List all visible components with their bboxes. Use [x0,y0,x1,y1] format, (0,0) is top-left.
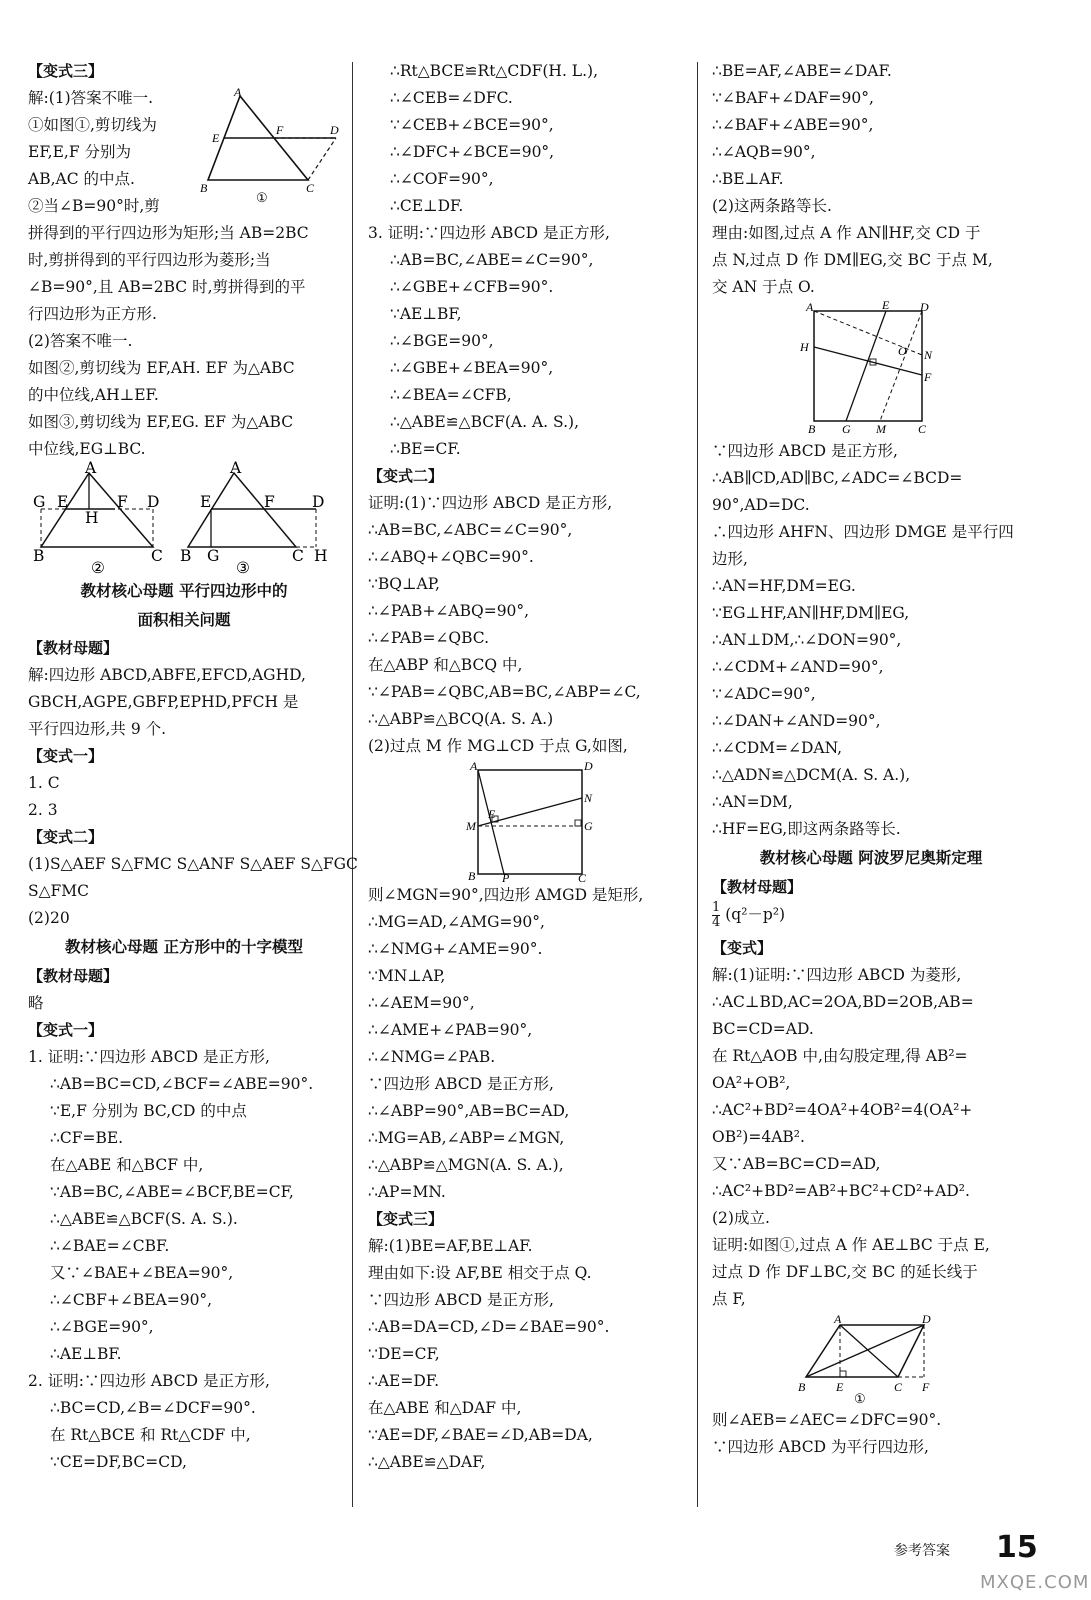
text-line: ∴△ABP≌△BCQ(A. S. A.) [368,710,554,728]
fig1-label: F [276,123,284,137]
text-line: ∵四边形 ABCD 是正方形, [368,1291,554,1309]
proof-3 [368,247,686,463]
text-line: ∴∠BGE=90°, [50,1318,154,1336]
text-line: 过点 D 作 DF⊥BC,交 BC 的延长线于 [712,1263,978,1281]
text-line: ∴∠NMG=∠PAB. [368,1048,496,1066]
figure-parallelogram [794,1312,944,1407]
fraction-tail: (q²－p²) [725,905,786,924]
text-line: ∴△ADN≌△DCM(A. S. A.), [712,766,911,784]
text-line: 2. 证明:∵四边形 ABCD 是正方形, [28,1372,270,1390]
area-problems [28,635,358,932]
text-line: ∴MG=AB,∠ABP=∠MGN, [368,1129,565,1147]
roads-proof [712,438,1030,843]
text-line: ∵∠PAB=∠QBC,AB=BC,∠ABP=∠C, [368,683,641,701]
text-line: 证明:(1)∵四边形 ABCD 是正方形, [368,494,613,512]
fig2-label: F [922,1380,930,1394]
fig-label: E [488,807,496,821]
text-line: 【变式二】 [368,467,444,485]
section-title-area: 教材核心母题 平行四边形中的 [80,582,288,600]
text-line: ①如图①,剪切线为 [28,116,157,134]
text-line: ∵∠BAF+∠DAF=90°, [712,89,874,107]
text-line: S△FMC [28,882,90,900]
fig-label: G [584,819,593,833]
text-line: ∴AB=DA=CD,∠D=∠BAE=90°. [368,1318,610,1336]
fig2-label: C [151,547,163,565]
fig1-label: H [800,340,809,354]
text-line: ∴AC²+BD²=4OA²+4OB²=4(OA²+ [712,1101,973,1119]
text-line: 如图②,剪切线为 EF,AH. EF 为△ABC [28,359,295,377]
fig1-label: E [882,298,890,312]
text-line: ∴∠CEB=∠DFC. [390,89,513,107]
fig2-label: A [834,1312,842,1326]
text-line: ∵E,F 分别为 BC,CD 的中点 [50,1102,247,1120]
fig-label: A [470,759,478,773]
fig3-label: H [314,547,328,565]
apollonius-proof [712,935,1030,1313]
text-line: ∴AB=BC,∠ABE=∠C=90°, [390,251,594,269]
text-line: 中位线,EG⊥BC. [28,440,146,458]
text-line: (2)答案不唯一. [28,332,133,350]
fig1-label: D [330,123,339,137]
text-line: ∴△ABP≌△MGN(A. S. A.), [368,1156,564,1174]
text-line: 平行四边形,共 9 个. [28,720,167,738]
text-line: 90°,AD=DC. [712,496,810,514]
fig2-label: F [117,493,128,511]
section-title-cross-model: 教材核心母题 正方形中的十字模型 [65,938,303,956]
fig2-label: D [147,493,160,511]
column-divider-2 [697,62,698,1507]
text-line: ∵∠CEB+∠BCE=90°, [390,116,554,134]
text-line: ∴AN=HF,DM=EG. [712,577,856,595]
fig2-caption: ① [854,1391,866,1406]
text-line: (2)20 [28,909,70,927]
text-line: 则∠MGN=90°,四边形 AMGD 是矩形, [368,886,644,904]
text-line: ∵四边形 ABCD 是正方形, [368,1075,554,1093]
text-line: ∴CE⊥DF. [390,197,464,215]
text-line: ∵AB=BC,∠ABE=∠BCF,BE=CF, [50,1183,294,1201]
text-line: ∴BE=CF. [390,440,461,458]
fig3-label: B [180,547,192,565]
text-line: ∵四边形 ABCD 为平行四边形, [712,1438,929,1456]
text-line: 则∠AEB=∠AEC=∠DFC=90°. [712,1411,942,1429]
text-line: 在△ABE 和△DAF 中, [368,1399,522,1417]
column-divider-1 [352,62,353,1507]
fig2-caption: ② [91,559,105,577]
text-line: 2. 3 [28,801,58,819]
column-2 [368,58,686,1476]
column-1 [28,58,358,1476]
text-line: 拼得到的平行四边形为矩形;当 AB=2BC [28,224,309,242]
text-line: ∴∠DAN+∠AND=90°, [712,712,881,730]
text-line: 证明:如图①,过点 A 作 AE⊥BC 于点 E, [712,1236,990,1254]
text-line: ∴∠COF=90°, [390,170,494,188]
fig1-label: C [918,422,927,436]
cross-model-proof-2-head [28,1368,340,1395]
variant3-cont [712,58,1030,301]
text-line: 点 F, [712,1290,746,1308]
text-line: ∴AN=DM, [712,793,793,811]
fig-label: M [466,819,476,833]
text-line: ∴AN⊥DM,∴∠DON=90°, [712,631,902,649]
text-line: ②当∠B=90°时,剪 [28,197,160,215]
text-line: ∴∠GBE+∠BEA=90°, [390,359,554,377]
fig3-caption: ③ [236,559,250,577]
fig2-label: E [836,1380,844,1394]
text-line: 点 N,过点 D 作 DM∥EG,交 BC 于点 M, [712,251,993,269]
text-line: 边形, [712,550,748,568]
text-line: 【变式一】 [28,747,104,765]
text-line: 理由:如图,过点 A 作 AN∥HF,交 CD 于 [712,224,981,242]
text-line: ∴BE=AF,∠ABE=∠DAF. [712,62,892,80]
variant2-proof-2 [368,882,686,1476]
fig2-label: D [922,1312,931,1326]
text-line: 行四边形为正方形. [28,305,157,323]
text-line: (2)这两条路等长. [712,197,832,215]
text-line: ∴BC=CD,∠B=∠DCF=90°. [50,1399,256,1417]
fig3-label: E [200,493,212,511]
fig-label: D [584,759,593,773]
figure-triangle-3 [178,459,328,577]
text-line: 如图③,剪切线为 EF,EG. EF 为△ABC [28,413,294,431]
fig2-label: E [57,493,69,511]
text-line: ∴∠BAE=∠CBF. [50,1237,170,1255]
text-line: AB,AC 的中点. [28,170,135,188]
text-line: ∴∠ABP=90°,AB=BC=AD, [368,1102,570,1120]
text-line: ∴AC²+BD²=AB²+BC²+CD²+AD². [712,1182,970,1200]
section-title-area-2: 面积相关问题 [137,611,231,629]
text-line: ∵四边形 ABCD 是正方形, [712,442,898,460]
figure-square-mn [456,759,606,885]
text-line: ∴∠BGE=90°, [390,332,494,350]
proof-3-head [368,220,686,247]
text-line: ∴∠CDM+∠AND=90°, [712,658,884,676]
text-line: 在△ABP 和△BCQ 中, [368,656,523,674]
fig1-label: B [808,422,816,436]
text-line: 【教材母题】 [28,967,119,985]
text-line: 1. C [28,774,60,792]
text-line: ∵BQ⊥AP, [368,575,440,593]
text-line: ∴∠DFC+∠BCE=90°, [390,143,555,161]
watermark: MXQE.COM [980,1572,1090,1593]
fig-label: P [502,871,510,885]
text-line: ∴∠CBF+∠BEA=90°, [50,1291,213,1309]
mother-answer [712,901,1030,935]
fig2-label: C [894,1380,903,1394]
fig1-label: F [924,370,932,384]
text-line: 【教材母题】 [28,639,119,657]
text-line: 1. 证明:∵四边形 ABCD 是正方形, [28,1048,270,1066]
text-line: ∴∠AME+∠PAB=90°, [368,1021,533,1039]
text-line: ∴AE=DF. [368,1372,440,1390]
text-line: ∵AE⊥BF, [390,305,462,323]
fig1-label: D [920,300,929,314]
fig1-label: N [924,348,933,362]
text-line: 在 Rt△BCE 和 Rt△CDF 中, [50,1426,251,1444]
text-line: ∵CE=DF,BC=CD, [50,1453,187,1471]
text-line: ∴Rt△BCE≌Rt△CDF(H. L.), [390,62,598,80]
text-line: EF,E,F 分别为 [28,143,132,161]
fraction: $\frac{1}{4}$ [712,900,721,930]
text-line: (2)过点 M 作 MG⊥CD 于点 G,如图, [368,737,628,755]
text-line: ∴△ABE≌△BCF(A. A. S.), [390,413,579,431]
section-title-apollonius: 教材核心母题 阿波罗尼奥斯定理 [759,849,983,867]
text-line: ∵MN⊥AP, [368,967,446,985]
text-line: 略 [28,994,44,1012]
text-line: 解:(1)证明:∵四边形 ABCD 为菱形, [712,966,962,984]
fig1-label: A [234,85,242,99]
text-line: 理由如下:设 AF,BE 相交于点 Q. [368,1264,592,1282]
text-line: ∴AB=BC,∠ABC=∠C=90°, [368,521,573,539]
text-line: ∴∠PAB=∠QBC. [368,629,490,647]
variant3-body [28,220,340,463]
text-line: ∵EG⊥HF,AN∥HF,DM∥EG, [712,604,910,622]
mother-problem-head: 【教材母题】 [712,878,803,896]
text-line: ∴AB=BC=CD,∠BCF=∠ABE=90°. [50,1075,314,1093]
fig1-label: E [212,131,220,145]
fig1-caption: ① [256,190,268,205]
fig3-label: A [230,459,242,477]
text-line: ∴BE⊥AF. [712,170,784,188]
text-line: BC=CD=AD. [712,1020,814,1038]
cross-model-proof-1 [28,1071,340,1368]
fig2-label: B [798,1380,806,1394]
text-line: 又∵AB=BC=CD=AD, [712,1155,881,1173]
text-line: ∴MG=AD,∠AMG=90°, [368,913,545,931]
text-line: 又∵∠BAE+∠BEA=90°, [50,1264,234,1282]
text-line: (2)成立. [712,1209,770,1227]
column-3 [712,58,1030,1461]
text-line: 3. 证明:∵四边形 ABCD 是正方形, [368,224,610,242]
text-line: ∴AC⊥BD,AC=2OA,BD=2OB,AB= [712,993,974,1011]
text-line: ∵AE=DF,∠BAE=∠D,AB=DA, [368,1426,593,1444]
text-line: ∵∠ADC=90°, [712,685,816,703]
fig3-label: G [207,547,220,565]
fig1-label: C [306,181,315,195]
figure-square-roads [794,298,944,438]
text-line: ∴AE⊥BF. [50,1345,122,1363]
fig-label: N [584,791,593,805]
text-line: 的中位线,AH⊥EF. [28,386,159,404]
footer-label: 参考答案 [894,1543,950,1559]
text-line: ∴∠ABQ+∠QBC=90°. [368,548,534,566]
text-line: 解:(1)答案不唯一. [28,89,154,107]
text-line: OA²+OB², [712,1074,791,1092]
text-line: ∴HF=EG,即这两条路等长. [712,820,901,838]
text-line: 解:(1)BE=AF,BE⊥AF. [368,1237,533,1255]
cross-model-intro [28,963,340,1071]
text-line: ∴∠BEA=∠CFB, [390,386,512,404]
text-line: 交 AN 于点 O. [712,278,815,296]
text-line: ∴∠GBE+∠CFB=90°. [390,278,554,296]
fig1-label: B [200,181,208,195]
page-number: 15 [996,1530,1038,1565]
text-line: ∴∠AEM=90°, [368,994,475,1012]
text-line: 在△ABE 和△BCF 中, [50,1156,204,1174]
fig3-label: D [312,493,325,511]
text-line: 解:四边形 ABCD,ABFE,EFCD,AGHD, [28,666,306,684]
fig-label: C [578,871,587,885]
fig2-label: B [33,547,45,565]
text-line: 【变式一】 [28,1021,104,1039]
text-line: ∴CF=BE. [50,1129,124,1147]
fig1-label: A [806,300,814,314]
text-line: ∴∠PAB+∠ABQ=90°, [368,602,530,620]
text-line: ∴AB∥CD,AD∥BC,∠ADC=∠BCD= [712,469,963,487]
fig3-label: F [264,493,275,511]
text-line: ∵DE=CF, [368,1345,440,1363]
text-line: 【变式二】 [28,828,104,846]
text-line: (1)S△AEF S△FMC S△ANF S△AEF S△FGC [28,855,358,873]
text-line: 【变式三】 [28,62,104,80]
figure-triangle-1 [198,85,348,208]
text-line: 【变式三】 [368,1210,444,1228]
text-line: 【变式】 [712,939,773,957]
text-line: ∴∠BAF+∠ABE=90°, [712,116,874,134]
fig1-label: M [876,422,886,436]
page-footer [888,1528,1068,1568]
fig3-label: C [292,547,304,565]
text-line: ∴四边形 AHFN、四边形 DMGE 是平行四 [712,523,1014,541]
text-line: ∴AP=MN. [368,1183,446,1201]
fig2-label: H [85,509,99,527]
variant2-proof [368,463,686,760]
text-line: ∴∠CDM=∠DAN, [712,739,843,757]
figure-triangle-2 [33,459,168,577]
text-line: ∴△ABE≌△DAF, [368,1453,486,1471]
text-line: ∠B=90°,且 AB=2BC 时,剪拼得到的平 [28,278,306,296]
text-line: 时,剪拼得到的平行四边形为菱形;当 [28,251,271,269]
fig2-label: G [33,493,46,511]
apollonius-proof-2 [712,1407,1030,1461]
text-line: GBCH,AGPE,GBFP,EPHD,PFCH 是 [28,693,299,711]
cross-model-proof-2 [28,1395,340,1476]
fig1-label: O [898,344,907,358]
fig-label: B [468,869,476,883]
text-line: OB²)=4AB². [712,1128,805,1146]
text-line: ∴△ABE≌△BCF(S. A. S.). [50,1210,238,1228]
text-line: ∴∠NMG+∠AME=90°. [368,940,543,958]
text-line: 在 Rt△AOB 中,由勾股定理,得 AB²= [712,1047,968,1065]
text-line: ∴∠AQB=90°, [712,143,816,161]
fig1-label: G [842,422,851,436]
fig2-label: A [85,459,97,477]
proof-2-cont [368,58,686,220]
